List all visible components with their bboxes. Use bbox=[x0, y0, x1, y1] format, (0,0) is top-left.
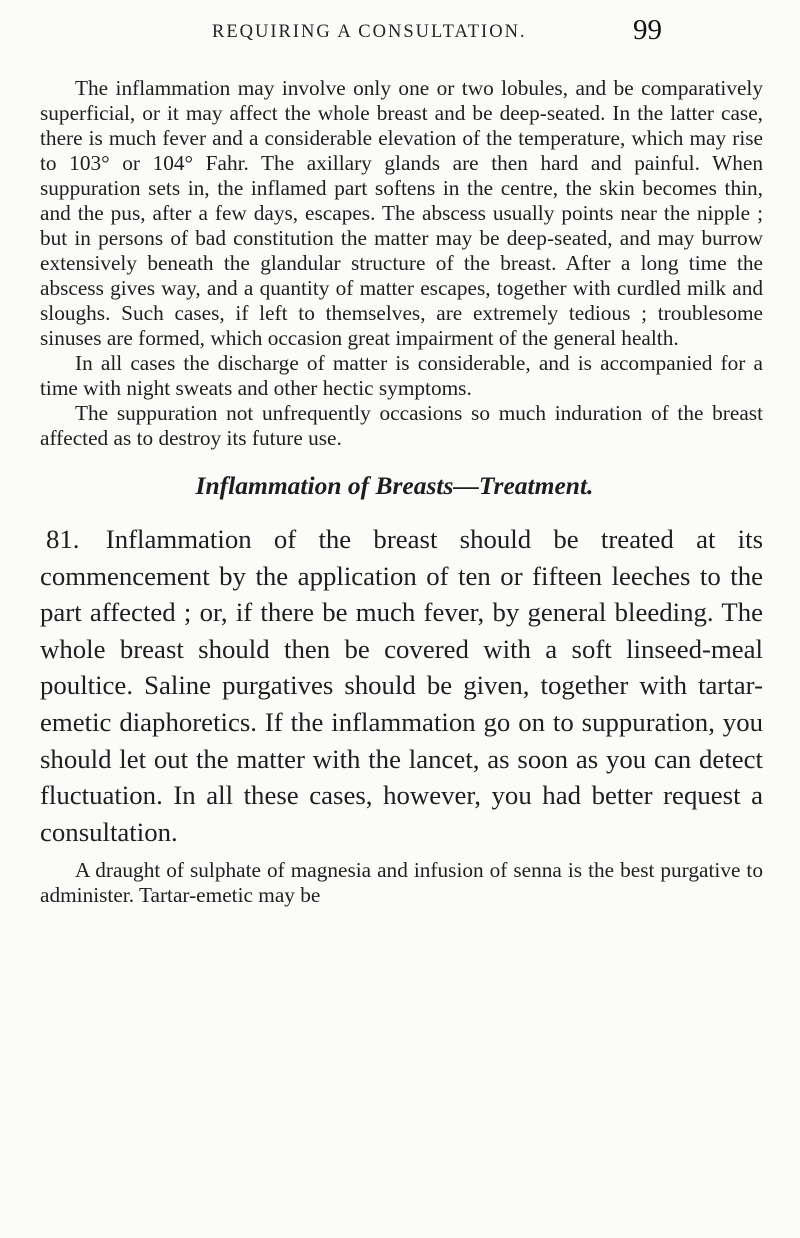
body-text bbox=[40, 76, 763, 908]
paragraph-discharge: In all cases the discharge of matter is considerable, and is accompanied for a time with night sweats and other hectic symptoms. bbox=[40, 351, 763, 400]
section-heading: Inflammation of Breasts—Treatment. bbox=[195, 471, 594, 500]
paragraph-treatment bbox=[40, 521, 763, 850]
section-number: 81. bbox=[46, 524, 80, 554]
paragraph-symptoms: The inflammation may involve only one or two lobules, and be comparatively superficial, or it may affect the whole breast and be deep-seated. In the latter case, there is much fever and a considerable elevation of the temperature, which may rise to 103° or 104° Fahr. The axillary glands are then hard and painful. When suppuration sets in, the inflamed part softens in the centre, the skin becomes thin, and the pus, after a few days, escapes. The abscess usually points near the nipple ; but in persons of bad constitution the matter may be deep-seated, and may burrow extensively beneath the glandular structure of the breast. After a long time the abscess gives way, and a quantity of matter escapes, together with curdled milk and sloughs. Such cases, if left to themselves, are extremely tedious ; troublesome sinuses are formed, which occasion great impairment of the general health. bbox=[40, 76, 763, 350]
paragraph-purgative: A draught of sulphate of magnesia and infusion of senna is the best purgative to administer. Tartar-emetic may be bbox=[40, 858, 763, 908]
section-text: Inflammation of the breast should be treated at its commencement by the application of ten or fifteen leeches to the part affected ; or, if there be much fever, by general bleeding. The whole breast should then be covered with a soft linseed-meal poultice. Saline purgatives should be given, together with tartar-emetic diaphoretics. If the inflammation go on to suppuration, you should let out the matter with the lancet, as soon as you can detect fluctuation. In all these cases, however, you had better request a consultation. bbox=[40, 524, 763, 847]
running-head: REQUIRING A CONSULTATION. bbox=[212, 22, 527, 42]
page-number: 99 bbox=[633, 14, 662, 46]
paragraph-suppuration: The suppuration not unfrequently occasions so much induration of the breast affected as to destroy its future use. bbox=[40, 401, 763, 450]
